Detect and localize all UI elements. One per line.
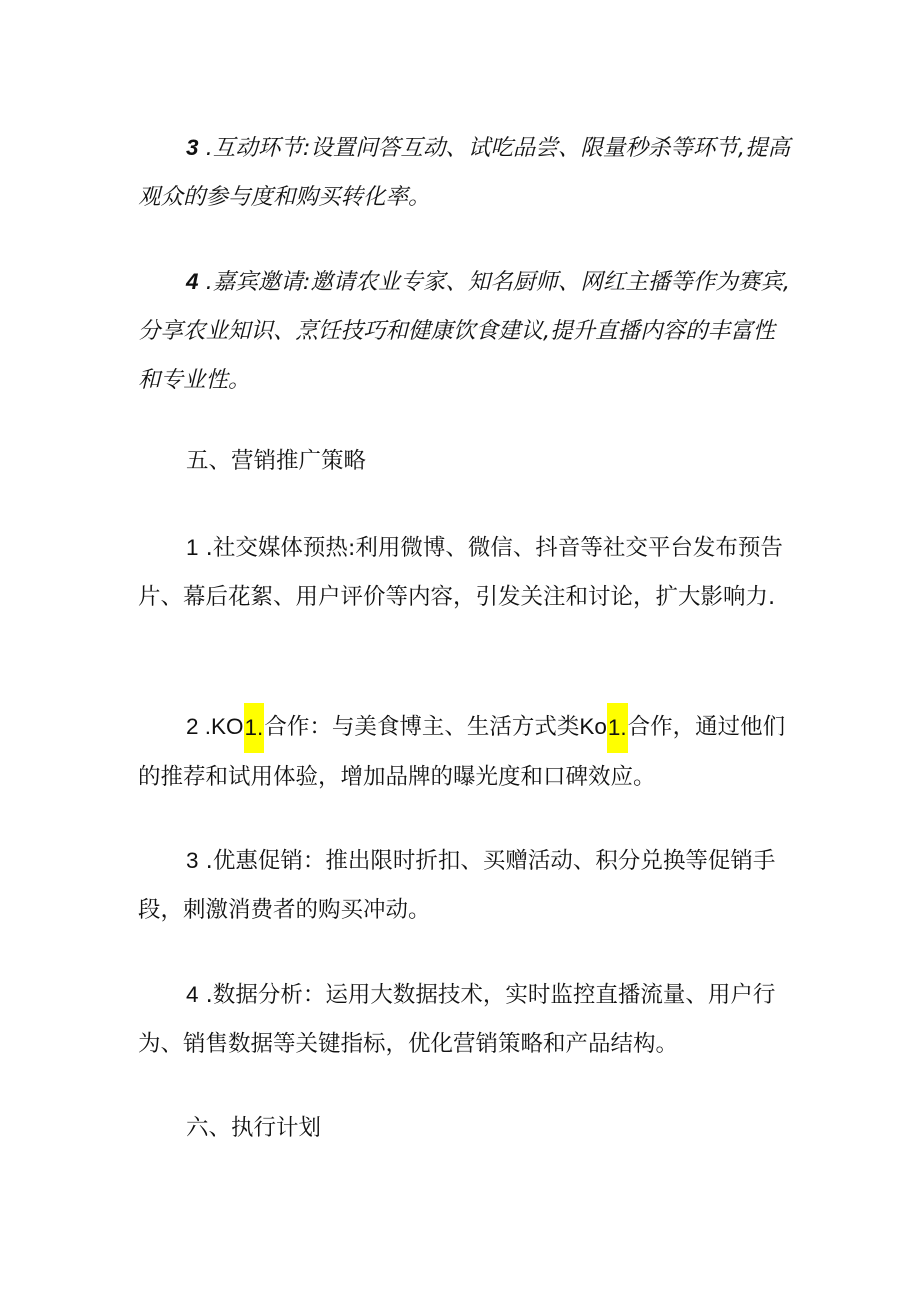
item-body: 优惠促销：推出限时折扣、买赠活动、积分兑换等促销手段，刺激消费者的购买冲动。 [138,848,776,923]
item-number: 4 [186,269,199,294]
highlighted-text: 1. [244,703,265,753]
item-interaction [138,123,794,222]
item-title: 互动环节: [212,135,311,161]
item-data-analysis [138,970,794,1069]
item-body: 数据分析：运用大数据技术，实时监控直播流量、用户行为、销售数据等关键指标，优化营销策略和产品结构。 [138,982,776,1057]
kol-text: Ko [579,714,607,739]
item-body-part: 合作，通过他们的推荐和试用体验，增加品牌的曝光度和口碑效应。 [138,714,786,790]
item-body: 社交媒体预热:利用微博、微信、抖音等社交平台发布预告片、幕后花絮、用户评价等内容，引发关注和讨论，扩大影响力. [138,535,783,610]
item-number: 4 [186,982,199,1007]
item-separator: . [198,982,213,1008]
item-body: 邀请农业专家、知名厨师、网红主播等作为赛宾,分享农业知识、烹饪技巧和健康饮食建议,提升直播内容的丰富性和专业性。 [138,269,791,393]
item-number: 2 [186,714,199,739]
section-heading-execution: 六、执行计划 [186,1115,322,1141]
item-separator: . [198,714,212,739]
item-number: 3 [186,848,199,873]
item-separator: . [198,535,213,561]
kol-text: KO [211,714,244,739]
item-separator: . [198,135,213,161]
highlighted-text: 1. [607,703,628,753]
item-promotions [138,836,794,935]
item-separator: . [198,269,213,295]
item-kol-cooperation [138,702,794,802]
item-guest-invitation [138,257,794,405]
item-separator: . [198,848,213,874]
item-title: 嘉宾邀请: [212,269,311,295]
item-social-media [138,523,794,622]
item-number: 3 [186,135,199,160]
item-number: 1 [186,535,199,560]
section-heading-marketing: 五、营销推广策略 [186,448,367,474]
item-body-part: 合作：与美食博主、生活方式类 [264,714,580,740]
item-body: 设置问答互动、试吃品尝、限量秒杀等环节,提高观众的参与度和购买转化率。 [138,135,791,210]
